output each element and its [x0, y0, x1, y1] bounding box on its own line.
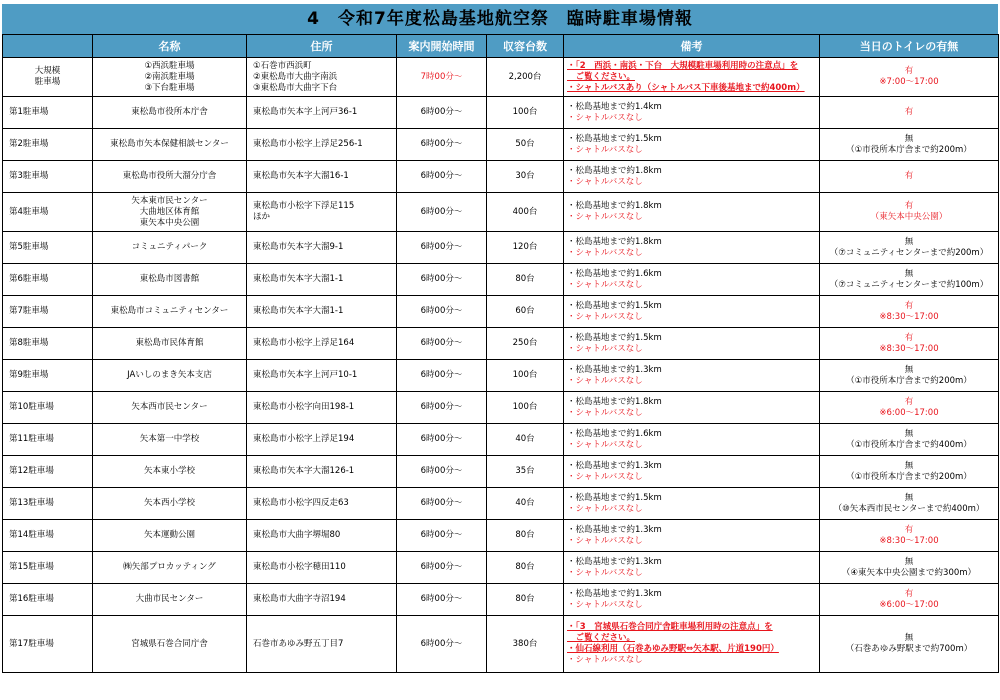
cell-line: ・松島基地まで約1.3km: [567, 460, 662, 471]
cell-capacity: 40台: [487, 488, 564, 520]
cell-line: 有: [904, 524, 914, 535]
cell-capacity: 80台: [487, 552, 564, 584]
cell-address: [247, 616, 397, 673]
cell-line: 東松島市矢本字大溜1-1: [253, 274, 344, 284]
cell-notes: [564, 360, 820, 392]
cell-toilet: [820, 360, 999, 392]
cell-line: ・松島基地まで約1.8km: [567, 396, 662, 407]
cell-line: 無: [904, 556, 914, 567]
cell-line: 大曲市民センター: [135, 594, 204, 604]
cell-line: 無: [904, 364, 914, 375]
cell-line: 東松島市矢本字大溜1-1: [253, 306, 344, 316]
cell-address: [247, 584, 397, 616]
cell-line: 東松島市図書館: [139, 274, 200, 284]
cell-line: ③下台駐車場: [144, 82, 195, 93]
cell-lot: [3, 616, 93, 673]
cell-line: 無: [904, 236, 914, 247]
cell-line: ・シャトルバスなし: [567, 176, 643, 187]
cell-line: ・「3 宮城県石巻合同庁舎駐車場利用時の注意点」を: [567, 622, 773, 632]
cell-line: ・シャトルバスなし: [567, 247, 643, 258]
cell-line: ・シャトルバスあり（シャトルバス下車後基地まで約400m）: [567, 82, 805, 93]
cell-line: 第1駐車場: [9, 107, 49, 117]
table-header-row: [3, 35, 999, 58]
cell-line: 第8駐車場: [9, 338, 49, 348]
cell-notes: [564, 328, 820, 360]
cell-start-time: 6時00分～: [397, 520, 487, 552]
cell-line: ・松島基地まで約1.3km: [567, 588, 662, 599]
table-row: [3, 584, 999, 616]
cell-line: ・シャトルバスなし: [567, 535, 643, 546]
cell-line: （①市役所本庁舎まで約200m）: [846, 471, 972, 482]
cell-lot: [3, 456, 93, 488]
cell-start-time: 6時00分～: [397, 616, 487, 673]
cell-lot: [3, 296, 93, 328]
cell-line: 第14駐車場: [9, 530, 54, 540]
cell-line: ・シャトルバスなし: [567, 375, 643, 386]
cell-start-time: 6時00分～: [397, 232, 487, 264]
cell-capacity: 380台: [487, 616, 564, 673]
cell-capacity: 40台: [487, 424, 564, 456]
cell-notes: [564, 392, 820, 424]
cell-lot: [3, 360, 93, 392]
cell-toilet: [820, 232, 999, 264]
cell-line: ・シャトルバスなし: [567, 144, 643, 155]
cell-line: 東松島市矢本字大溜126-1: [253, 466, 355, 476]
cell-toilet: [820, 520, 999, 552]
cell-name: [93, 193, 247, 232]
cell-line: 東松島市小松字上浮足256-1: [253, 139, 363, 149]
cell-notes: [564, 296, 820, 328]
cell-notes: [564, 193, 820, 232]
cell-line: ・シャトルバスなし: [567, 279, 643, 290]
cell-toilet: [820, 58, 999, 97]
cell-line: 第15駐車場: [9, 562, 54, 572]
cell-capacity: 250台: [487, 328, 564, 360]
cell-notes: [564, 456, 820, 488]
cell-notes: [564, 264, 820, 296]
table-row: [3, 392, 999, 424]
table-row: [3, 520, 999, 552]
cell-line: ・シャトルバスなし: [567, 311, 643, 322]
cell-address: [247, 264, 397, 296]
cell-line: コミュニティパーク: [131, 242, 208, 252]
cell-line: 第9駐車場: [9, 370, 49, 380]
table-row: [3, 424, 999, 456]
cell-line: ・松島基地まで約1.5km: [567, 332, 662, 343]
cell-line: 東松島市役所本庁舎: [131, 107, 208, 117]
cell-line: 東松島市小松字向田198-1: [253, 402, 355, 412]
cell-start-time: 7時00分～: [397, 58, 487, 97]
cell-capacity: 80台: [487, 264, 564, 296]
cell-line: 第13駐車場: [9, 498, 54, 508]
cell-line: 第7駐車場: [9, 306, 49, 316]
cell-capacity: 80台: [487, 584, 564, 616]
table-row: [3, 129, 999, 161]
parking-table: [2, 34, 999, 673]
cell-capacity: 50台: [487, 129, 564, 161]
cell-line: 東松島市大曲字寺沼194: [253, 594, 346, 604]
cell-line: 有: [904, 107, 914, 117]
cell-line: 東松島市小松字穂田110: [253, 562, 346, 572]
cell-line: 東松島市矢本字大溜9-1: [253, 242, 344, 252]
cell-lot: [3, 161, 93, 193]
cell-toilet: [820, 392, 999, 424]
cell-line: 矢本西市民センター: [131, 402, 208, 412]
cell-capacity: 120台: [487, 232, 564, 264]
cell-line: ・シャトルバスなし: [567, 343, 643, 354]
cell-line: ・シャトルバスなし: [567, 112, 643, 123]
header-start-time: 案内開始時間: [397, 35, 487, 58]
cell-lot: [3, 520, 93, 552]
cell-name: [93, 520, 247, 552]
cell-notes: [564, 520, 820, 552]
table-row: [3, 360, 999, 392]
cell-line: 東松島市小松字下浮足115: [253, 201, 355, 211]
cell-name: [93, 392, 247, 424]
cell-toilet: [820, 193, 999, 232]
cell-line: ・シャトルバスなし: [567, 599, 643, 610]
cell-line: 有: [904, 66, 914, 76]
cell-line: ご覧ください。: [567, 633, 636, 643]
cell-notes: [564, 58, 820, 97]
cell-toilet: [820, 616, 999, 673]
cell-line: 有: [904, 396, 914, 407]
cell-line: 第6駐車場: [9, 274, 49, 284]
cell-notes: [564, 488, 820, 520]
cell-line: 東松島市矢本字大溜16-1: [253, 171, 349, 181]
cell-line: 東松島市矢本字上河戸36-1: [253, 107, 358, 117]
cell-capacity: 100台: [487, 392, 564, 424]
cell-name: [93, 328, 247, 360]
cell-line: 矢本第一中学校: [139, 434, 200, 444]
cell-line: ・松島基地まで約1.3km: [567, 364, 662, 375]
cell-lot: [3, 97, 93, 129]
cell-start-time: 6時00分～: [397, 488, 487, 520]
cell-toilet: [820, 488, 999, 520]
cell-name: [93, 161, 247, 193]
cell-line: ①西浜駐車場: [144, 60, 195, 71]
cell-line: 第11駐車場: [9, 434, 54, 444]
cell-line: ・「2 西浜・南浜・下台 大規模駐車場利用時の注意点」を: [567, 60, 799, 71]
cell-lot: [3, 328, 93, 360]
cell-start-time: 6時00分～: [397, 129, 487, 161]
cell-capacity: 100台: [487, 360, 564, 392]
cell-line: 東松島市役所大溜分庁舎: [122, 171, 217, 181]
cell-line: ※6:00～17:00: [879, 599, 939, 610]
cell-line: ・シャトルバスなし: [567, 567, 643, 578]
cell-line: 東矢本中央公園: [139, 217, 200, 228]
cell-start-time: 6時00分～: [397, 360, 487, 392]
cell-capacity: 400台: [487, 193, 564, 232]
cell-lot: [3, 129, 93, 161]
cell-line: 矢本運動公園: [143, 530, 195, 540]
cell-name: [93, 616, 247, 673]
cell-notes: [564, 161, 820, 193]
cell-name: [93, 488, 247, 520]
cell-toilet: [820, 129, 999, 161]
cell-line: ・松島基地まで約1.6km: [567, 428, 662, 439]
cell-line: ・松島基地まで約1.5km: [567, 300, 662, 311]
cell-notes: [564, 616, 820, 673]
cell-line: 第10駐車場: [9, 402, 54, 412]
cell-line: ・シャトルバスなし: [567, 439, 643, 450]
cell-toilet: [820, 161, 999, 193]
cell-start-time: 6時00分～: [397, 392, 487, 424]
table-row: [3, 328, 999, 360]
cell-address: [247, 392, 397, 424]
cell-name: [93, 424, 247, 456]
cell-line: （①市役所本庁舎まで約400m）: [846, 439, 972, 450]
cell-lot: [3, 58, 93, 97]
table-row: [3, 616, 999, 673]
cell-line: 有: [904, 201, 914, 211]
cell-line: 第2駐車場: [9, 139, 49, 149]
cell-line: ・仙石線利用（石巻あゆみ野駅⇔矢本駅、片道190円）: [567, 644, 779, 654]
cell-line: ・シャトルバスなし: [567, 407, 643, 418]
cell-line: 大曲地区体育館: [139, 206, 200, 217]
header-capacity: 収容台数: [487, 35, 564, 58]
cell-start-time: 6時00分～: [397, 424, 487, 456]
table-body: [3, 58, 999, 673]
cell-address: [247, 520, 397, 552]
cell-line: 有: [904, 171, 914, 181]
cell-line: ・シャトルバスなし: [567, 212, 643, 222]
cell-line: 第16駐車場: [9, 594, 54, 604]
cell-line: 駐車場: [34, 77, 61, 87]
cell-name: [93, 456, 247, 488]
cell-name: [93, 296, 247, 328]
cell-line: ※6:00～17:00: [879, 407, 939, 418]
cell-line: JAいしのまき矢本支店: [127, 370, 212, 380]
cell-address: [247, 58, 397, 97]
table-row: [3, 264, 999, 296]
cell-lot: [3, 232, 93, 264]
cell-name: [93, 232, 247, 264]
cell-line: 矢本東小学校: [143, 466, 195, 476]
cell-line: 石巻市あゆみ野五丁目7: [253, 638, 344, 649]
table-row: [3, 296, 999, 328]
cell-notes: [564, 232, 820, 264]
cell-capacity: 2,200台: [487, 58, 564, 97]
table-row: [3, 456, 999, 488]
cell-line: 東松島市矢本保健相談センター: [110, 139, 229, 149]
cell-name: [93, 129, 247, 161]
page-title: 4 令和7年度松島基地航空祭 臨時駐車場情報: [2, 4, 998, 34]
table-row: [3, 232, 999, 264]
cell-start-time: 6時00分～: [397, 193, 487, 232]
cell-line: 東松島市民体育館: [135, 338, 204, 348]
cell-line: ・松島基地まで約1.5km: [567, 492, 662, 503]
table-row: [3, 552, 999, 584]
cell-line: ②南浜駐車場: [144, 71, 195, 82]
cell-line: 東松島市コミュニティセンター: [110, 306, 229, 316]
cell-notes: [564, 424, 820, 456]
cell-line: 有: [904, 300, 914, 311]
cell-line: 東松島市小松字上浮足194: [253, 434, 355, 444]
cell-line: 有: [904, 332, 914, 343]
cell-name: [93, 360, 247, 392]
cell-line: 矢本東市民センター: [131, 195, 208, 206]
cell-notes: [564, 97, 820, 129]
cell-line: 東松島市小松字上浮足164: [253, 338, 355, 348]
cell-toilet: [820, 424, 999, 456]
cell-line: 無: [904, 460, 914, 471]
cell-line: 宮城県石巻合同庁舎: [131, 638, 208, 649]
cell-lot: [3, 193, 93, 232]
header-name: 名称: [93, 35, 247, 58]
cell-line: 無: [904, 492, 914, 503]
cell-line: （東矢本中央公園）: [870, 212, 948, 222]
cell-address: [247, 193, 397, 232]
cell-name: [93, 97, 247, 129]
cell-lot: [3, 264, 93, 296]
cell-notes: [564, 552, 820, 584]
cell-line: ※8:30～17:00: [879, 311, 939, 322]
cell-address: [247, 552, 397, 584]
table-row: [3, 193, 999, 232]
cell-line: 矢本西小学校: [143, 498, 195, 508]
cell-line: 東松島市小松字四反走63: [253, 498, 349, 508]
cell-line: ①石巻市西浜町: [253, 60, 312, 71]
cell-start-time: 6時00分～: [397, 552, 487, 584]
cell-start-time: 6時00分～: [397, 584, 487, 616]
cell-line: ②東松島市大曲字南浜: [253, 71, 338, 82]
cell-address: [247, 161, 397, 193]
cell-line: 東松島市大曲字堺堀80: [253, 530, 341, 540]
cell-toilet: [820, 456, 999, 488]
cell-line: 東松島市矢本字上河戸10-1: [253, 370, 358, 380]
cell-line: 無: [904, 633, 914, 643]
cell-line: （⑩矢本西市民センターまで約400m）: [833, 503, 985, 514]
cell-address: [247, 424, 397, 456]
cell-line: ※8:30～17:00: [879, 343, 939, 354]
cell-address: [247, 296, 397, 328]
cell-line: ・シャトルバスなし: [567, 655, 643, 665]
cell-line: （石巻あゆみ野駅まで約700m）: [845, 644, 973, 654]
cell-line: ・松島基地まで約1.8km: [567, 165, 662, 176]
cell-lot: [3, 424, 93, 456]
cell-address: [247, 97, 397, 129]
cell-lot: [3, 584, 93, 616]
cell-line: 第5駐車場: [9, 242, 49, 252]
cell-capacity: 30台: [487, 161, 564, 193]
cell-line: ほか: [253, 212, 271, 222]
cell-toilet: [820, 264, 999, 296]
cell-line: ③東松島市大曲字下台: [253, 82, 338, 93]
cell-start-time: 6時00分～: [397, 328, 487, 360]
cell-line: ・松島基地まで約1.8km: [567, 201, 662, 211]
cell-line: （⑦コミュニティセンターまで約200m）: [829, 247, 989, 258]
table-row: [3, 58, 999, 97]
cell-line: 無: [904, 428, 914, 439]
cell-lot: [3, 392, 93, 424]
cell-start-time: 6時00分～: [397, 264, 487, 296]
cell-line: 第3駐車場: [9, 171, 49, 181]
cell-lot: [3, 552, 93, 584]
cell-line: 有: [904, 588, 914, 599]
cell-line: ご覧ください。: [567, 71, 636, 82]
cell-capacity: 80台: [487, 520, 564, 552]
cell-toilet: [820, 584, 999, 616]
cell-start-time: 6時00分～: [397, 97, 487, 129]
cell-address: [247, 488, 397, 520]
table-row: [3, 161, 999, 193]
cell-toilet: [820, 552, 999, 584]
cell-address: [247, 328, 397, 360]
cell-address: [247, 456, 397, 488]
cell-start-time: 6時00分～: [397, 456, 487, 488]
cell-capacity: 100台: [487, 97, 564, 129]
cell-toilet: [820, 328, 999, 360]
header-toilet: 当日のトイレの有無: [820, 35, 999, 58]
cell-line: ・シャトルバスなし: [567, 503, 643, 514]
cell-line: 第4駐車場: [9, 206, 49, 217]
cell-toilet: [820, 296, 999, 328]
cell-line: ㈱矢部プロカッティング: [123, 562, 216, 572]
table-row: [3, 97, 999, 129]
cell-line: ・松島基地まで約1.4km: [567, 101, 662, 112]
header-notes: 備考: [564, 35, 820, 58]
cell-line: 第12駐車場: [9, 466, 54, 476]
cell-toilet: [820, 97, 999, 129]
cell-line: （④東矢本中央公園まで約300m）: [841, 567, 977, 578]
cell-line: （①市役所本庁舎まで約200m）: [846, 144, 972, 155]
cell-line: 無: [904, 268, 914, 279]
cell-name: [93, 552, 247, 584]
cell-name: [93, 264, 247, 296]
cell-line: ・松島基地まで約1.8km: [567, 236, 662, 247]
cell-line: 第17駐車場: [9, 638, 54, 649]
cell-start-time: 6時00分～: [397, 161, 487, 193]
cell-line: ・シャトルバスなし: [567, 471, 643, 482]
cell-line: ・松島基地まで約1.3km: [567, 524, 662, 535]
cell-line: ・松島基地まで約1.3km: [567, 556, 662, 567]
header-lot: [3, 35, 93, 58]
cell-line: 無: [904, 133, 914, 144]
cell-capacity: 35台: [487, 456, 564, 488]
cell-address: [247, 129, 397, 161]
cell-notes: [564, 129, 820, 161]
table-row: [3, 488, 999, 520]
cell-name: [93, 584, 247, 616]
cell-capacity: 60台: [487, 296, 564, 328]
cell-line: ※8:30～17:00: [879, 535, 939, 546]
cell-name: [93, 58, 247, 97]
cell-line: 大規模: [34, 66, 61, 76]
cell-lot: [3, 488, 93, 520]
header-address: 住所: [247, 35, 397, 58]
cell-line: ・松島基地まで約1.6km: [567, 268, 662, 279]
cell-address: [247, 360, 397, 392]
cell-line: （⑦コミュニティセンターまで約100m）: [829, 279, 989, 290]
cell-line: （①市役所本庁舎まで約200m）: [846, 375, 972, 386]
cell-line: ※7:00～17:00: [879, 77, 939, 87]
cell-notes: [564, 584, 820, 616]
cell-start-time: 6時00分～: [397, 296, 487, 328]
cell-address: [247, 232, 397, 264]
cell-line: ・松島基地まで約1.5km: [567, 133, 662, 144]
